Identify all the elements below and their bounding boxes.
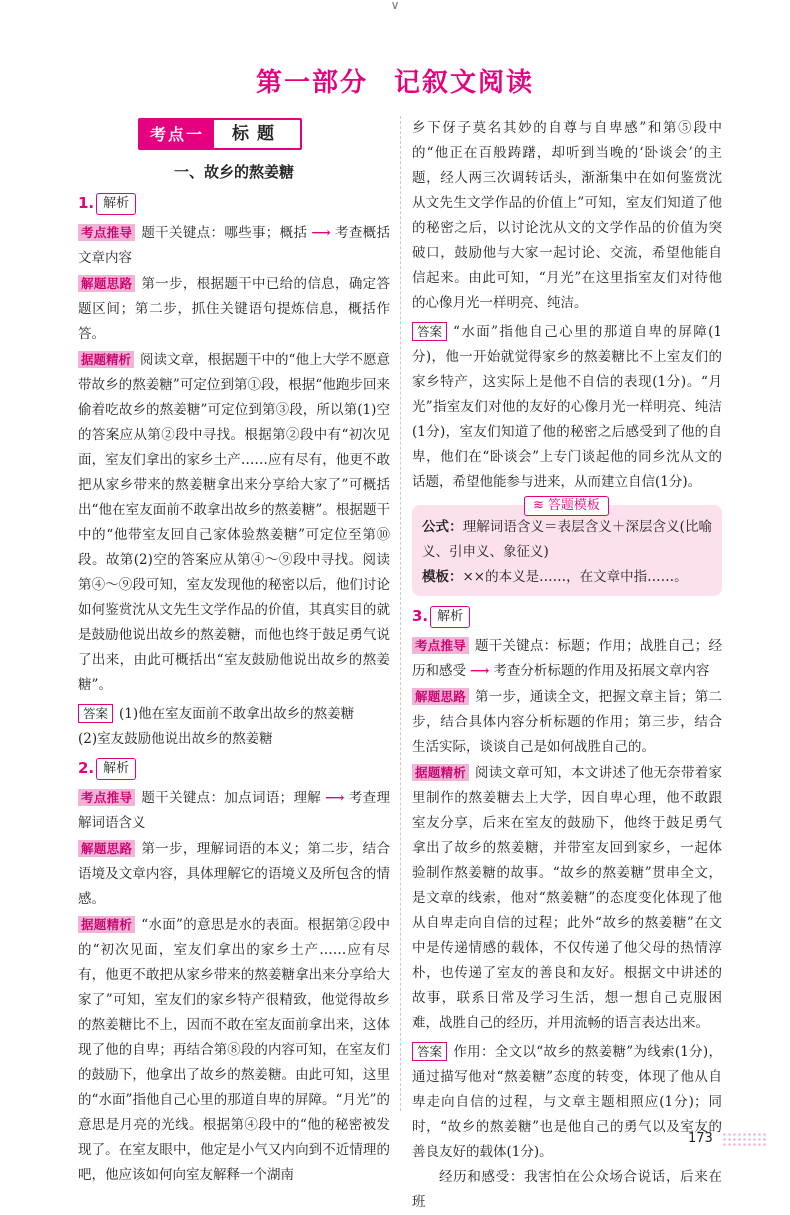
answer-tag: 答案 bbox=[78, 704, 113, 723]
arrow-right-icon: ⟶ bbox=[470, 663, 490, 679]
silu-text: 第一步，理解词语的本义；第二步，结合语境及文章内容，具体理解它的语境义及所包含的情感。 bbox=[78, 841, 390, 907]
kaodian-text: 题干关键点：加点词语；理解 bbox=[141, 790, 322, 806]
page-number: 173 bbox=[688, 1131, 713, 1146]
silu-label: 解题思路 bbox=[412, 688, 469, 705]
arrow-right-icon: ⟶ bbox=[325, 790, 345, 806]
answer-tag: 答案 bbox=[412, 322, 447, 341]
answer-tag: 答案 bbox=[412, 1042, 447, 1061]
kaodian-target: 考查概括文章内容 bbox=[78, 225, 390, 266]
part-title: 记叙文阅读 bbox=[394, 68, 535, 98]
kaodian-label: 考点推导 bbox=[78, 224, 135, 241]
formula-text: 理解词语含义＝表层含义＋深层含义(比喻义、引申义、象征义) bbox=[422, 519, 712, 560]
template-model bbox=[422, 565, 712, 590]
analysis-tag: 解析 bbox=[430, 606, 470, 628]
kaodian-text: 题干关键点：标题；作用；战胜自己；经历和感受 bbox=[412, 638, 722, 679]
formula-label: 公式： bbox=[422, 519, 463, 535]
silu-label: 解题思路 bbox=[78, 840, 135, 857]
top-fold-mark: ∨ bbox=[390, 0, 400, 12]
q1-answer-2: (2)室友鼓励他说出故乡的熬姜糖 bbox=[78, 731, 273, 747]
topic-heading bbox=[138, 118, 302, 150]
silu-text: 第一步，根据题干中已给的信息，确定答题区间；第二步，抓住关键语句提炼信息，概括作答。 bbox=[78, 276, 390, 342]
left-column bbox=[78, 116, 390, 1188]
q1-jingxi bbox=[78, 347, 390, 698]
q3-jingxi bbox=[412, 760, 722, 1036]
arrow-right-icon: ⟶ bbox=[311, 225, 331, 241]
template-title bbox=[524, 496, 609, 516]
jingxi-label: 据题精析 bbox=[412, 764, 469, 781]
q3-answer bbox=[412, 1040, 722, 1165]
q1-answer bbox=[78, 702, 390, 727]
template-title-text: 答题模板 bbox=[547, 498, 600, 513]
model-label: 模板： bbox=[422, 569, 463, 585]
jingxi-text: 阅读文章，根据题干中的“他上大学不愿意带故乡的熬姜糖”可定位到第①段，根据“他跑步回来偷着吃故乡的熬姜糖”可定位到第③段，所以第(1)空的答案应从第②段中寻找。根据第②段中有“初次见面，室友们拿出的家乡土产……应有尽有，他更不敢把从家乡带来的熬姜糖拿出来分享给大家了”可概括出“他在室友面前不敢拿出故乡的熬姜糖”。根据题干中的“他带室友回自己家体验熬姜糖”可定位至第⑩段。故第(2)空的答案应从第④～⑨段中寻找。阅读第④～⑨段可知，室友发现他的秘密以后，他们讨论如何鉴赏沈从文先生文学作品的价值，其真实目的就是鼓励他说出故乡的熬姜糖，而他也终于鼓足勇气说了出来，由此可概括出“室友鼓励他说出故乡的熬姜糖”。 bbox=[78, 352, 390, 693]
analysis-tag: 解析 bbox=[96, 758, 136, 780]
q1-kaodian bbox=[78, 220, 390, 271]
kaodian-label: 考点推导 bbox=[78, 789, 135, 806]
q3-experience: 经历和感受：我害怕在公众场合说话，后来在班 bbox=[412, 1169, 722, 1210]
topic-name: 标题 bbox=[232, 123, 282, 144]
question-number: 2. bbox=[78, 759, 95, 777]
kaodian-target: 考查分析标题的作用及拓展文章内容 bbox=[493, 663, 710, 679]
kaodian-target: 考查理解词语含义 bbox=[78, 790, 390, 831]
q3-silu bbox=[412, 684, 722, 760]
question-number: 1. bbox=[78, 194, 95, 212]
answer-template-box bbox=[412, 498, 722, 596]
q2-jingxi-continued: 乡下伢子莫名其妙的自尊与自卑感”和第⑤段中的“他正在百般踌躇，却听到当晚的‘卧谈会’的主题，经人两三次调转话头，渐渐集中在如何鉴赏沈从文先生文学作品的价值上”可知，室友们知道了他的秘密之后，以讨论沈从文的文学作品的价值为突破口，鼓励他与大家一起讨论、交流，希望他能自信起来。由此可知，“月光”在这里指室友们对待他的心像月光一样明亮、纯洁。 bbox=[412, 120, 722, 311]
page-title bbox=[0, 62, 790, 99]
analysis-tag: 解析 bbox=[96, 193, 136, 215]
q2-kaodian bbox=[78, 785, 390, 836]
answer-line-1: (1)他在室友面前不敢拿出故乡的熬姜糖 bbox=[119, 706, 355, 722]
q2-silu bbox=[78, 836, 390, 912]
q2-jingxi bbox=[78, 912, 390, 1188]
answer-text: “水面”指他自己心里的那道自卑的屏障(1分)，他一开始就觉得家乡的熬姜糖比不上室友们的家乡特产，这实际上是他不自信的表现(1分)。“月光”指室友们对他的友好的心像月光一样明亮、纯洁(1分)，室友们知道了他的秘密之后感受到了他的自卑，他们在“卧谈会”上专门谈起他的同乡沈从文的话题，希望他能参与进来，从而建立自信(1分)。 bbox=[412, 324, 722, 490]
template-formula bbox=[422, 515, 712, 565]
part-label: 第一部分 bbox=[255, 68, 368, 98]
section-title: 一、故乡的熬姜糖 bbox=[173, 163, 294, 181]
kaodian-text: 题干关键点：哪些事；概括 bbox=[141, 225, 308, 241]
model-text: ××的本义是……，在文章中指……。 bbox=[462, 569, 688, 585]
q2-answer bbox=[412, 320, 722, 495]
question-1-header bbox=[78, 191, 390, 216]
q1-silu bbox=[78, 271, 390, 347]
question-number: 3. bbox=[412, 607, 429, 625]
right-column bbox=[412, 116, 722, 1215]
topic-tag: 考点一 bbox=[140, 120, 214, 148]
jingxi-label: 据题精析 bbox=[78, 351, 134, 368]
kaodian-label: 考点推导 bbox=[412, 637, 469, 654]
q3-kaodian bbox=[412, 633, 722, 684]
answer-text: 作用：全文以“故乡的熬姜糖”为线索(1分)，通过描写他对“熬姜糖”态度的转变，体现了他从自卑走向自信的过程，与文章主题相照应(1分)；同时，“故乡的熬姜糖”也是他自己的勇气以及室友的善良友好的载体(1分)。 bbox=[412, 1044, 722, 1160]
question-2-header bbox=[78, 756, 390, 781]
jingxi-text: 阅读文章可知，本文讲述了他无奈带着家里制作的熬姜糖去上大学，因自卑心理，他不敢跟室友分享，后来在室友的鼓励下，他终于鼓足勇气拿出了故乡的熬姜糖，并带室友回到家乡，一起体验制作熬姜糖的故事。“故乡的熬姜糖”贯串全文，是文章的线索，他对“熬姜糖”的态度变化体现了他从自卑走向自信的过程；此外“故乡的熬姜糖”在文中是传递情感的载体，不仅传递了他父母的热情淳朴，也传递了室友的善良和友好。根据文中讲述的故事，联系日常及学习生活，想一想自己克服困难，战胜自己的经历，并用流畅的语言表达出来。 bbox=[412, 765, 722, 1031]
jingxi-label: 据题精析 bbox=[78, 916, 135, 933]
silu-text: 第一步，通读全文，把握文章主旨；第二步，结合具体内容分析标题的作用；第三步，结合生活实际，谈谈自己是如何战胜自己的。 bbox=[412, 689, 722, 755]
decorative-dots bbox=[722, 1132, 768, 1146]
jingxi-text: “水面”的意思是水的表面。根据第②段中的“初次见面，室友们拿出的家乡土产……应有尽有，他更不敢把从家乡带来的熬姜糖拿出来分享给大家了”可知，室友们的家乡特产很精致，他觉得故乡的熬姜糖比不上，因而不敢在室友面前拿出来，这体现了他的自卑；再结合第⑧段的内容可知，在室友们的鼓励下，他拿出了故乡的熬姜糖。由此可知，这里的“水面”指他自己心里的那道自卑的屏障。“月光”的意思是月亮的光线。根据第④段中的“他的秘密被发现了。在室友眼中，他定是小气又内向到不近情理的吧，他应该如何向室友解释一个湖南 bbox=[78, 917, 390, 1183]
question-3-header bbox=[412, 604, 722, 629]
column-divider bbox=[400, 116, 401, 1111]
layers-icon: ≋ bbox=[533, 498, 544, 513]
silu-label: 解题思路 bbox=[78, 275, 135, 292]
